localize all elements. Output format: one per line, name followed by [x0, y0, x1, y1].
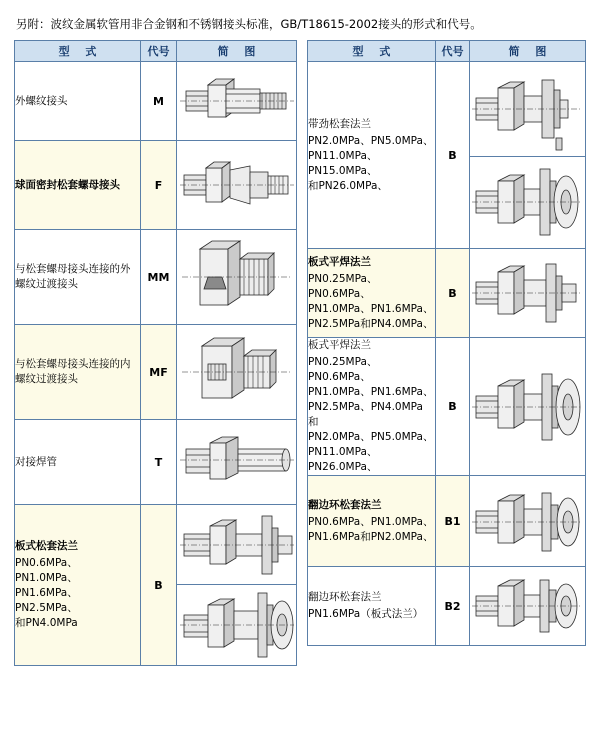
right-row-0-code: B — [435, 62, 469, 249]
table-row — [15, 505, 297, 666]
left-row-4-type: 对接焊管 — [15, 420, 141, 505]
right-row-2-type — [307, 338, 435, 476]
page-title: 另附：波纹金属软管用非合金钢和不锈钢接头标准，GB/T18615-2002接头的形式和代号。 — [16, 17, 482, 31]
left-row-2-figure — [177, 230, 297, 325]
right-row-4-code: B2 — [435, 567, 469, 646]
tables-container — [14, 40, 586, 666]
right-row-1-detail: PN0.25MPa、PN0.6MPa、 PN1.0MPa、PN1.6MPa、 PN2.5MPa和PN4.0MPa、 — [307, 272, 434, 330]
left-row-3-code: MF — [141, 325, 177, 420]
right-row-1-figure — [469, 249, 585, 338]
table-row — [15, 141, 297, 230]
table-row — [307, 567, 585, 646]
table-row — [15, 62, 297, 141]
left-header-code: 代号 — [141, 41, 177, 62]
left-row-5-type-detail: PN0.6MPa、PN1.0MPa、 PN1.6MPa、PN2.5MPa、 和PN4.0MPa — [15, 557, 78, 629]
right-row-4-title: 翻边环松套法兰 — [307, 591, 382, 603]
left-row-1-code: F — [141, 141, 177, 230]
right-row-3-type — [307, 476, 435, 567]
right-row-4-detail: PN1.6MPa（板式法兰） — [307, 608, 424, 620]
left-spec-table — [14, 40, 297, 666]
left-row-3-type: 与松套螺母接头连接的内螺纹过渡接头 — [15, 325, 141, 420]
right-row-0-title: 带劲松套法兰 — [307, 117, 371, 130]
table-row — [307, 249, 585, 338]
right-row-3-figure — [469, 476, 585, 567]
right-header-figure: 简 图 — [469, 41, 585, 62]
left-row-1-figure — [177, 141, 297, 230]
left-table-header-row — [15, 41, 297, 62]
right-row-4-type — [307, 567, 435, 646]
left-row-0-figure — [177, 62, 297, 141]
right-row-4-figure — [469, 567, 585, 646]
right-row-0-figure — [469, 62, 585, 249]
right-row-2-detail: PN0.25MPa、PN0.6MPa、 PN1.0MPa、PN1.6MPa、 PN2.5MPa、PN4.0MPa 和 PN2.0MPa、PN5.0MPa、 PN11.0MPa、PN26.0MPa、 — [307, 356, 434, 473]
right-header-code: 代号 — [435, 41, 469, 62]
left-row-3-figure — [177, 325, 297, 420]
left-row-0-code: M — [141, 62, 177, 141]
left-row-5-code: B — [141, 505, 177, 666]
table-row — [307, 338, 585, 476]
left-row-4-code: T — [141, 420, 177, 505]
left-row-0-type: 外螺纹接头 — [15, 62, 141, 141]
left-row-1-type: 球面密封松套螺母接头 — [15, 141, 141, 230]
table-row — [15, 420, 297, 505]
table-row — [15, 230, 297, 325]
right-row-0-type — [307, 62, 435, 249]
table-row — [15, 325, 297, 420]
right-row-1-title: 板式平焊法兰 — [307, 255, 371, 268]
left-row-5-type — [15, 505, 141, 666]
right-row-0-detail: PN2.0MPa、PN5.0MPa、 PN11.0MPa、PN15.0MPa、 和PN26.0MPa、 — [307, 134, 434, 192]
right-spec-table — [307, 40, 586, 646]
table-row — [307, 62, 585, 249]
right-header-type: 型 式 — [307, 41, 435, 62]
right-row-2-figure — [469, 338, 585, 476]
right-row-2-title: 板式平焊法兰 — [307, 339, 371, 351]
left-row-5-type-line: 板式松套法兰 — [15, 540, 78, 552]
left-header-figure: 简 图 — [177, 41, 297, 62]
right-row-1-type — [307, 249, 435, 338]
left-row-4-figure — [177, 420, 297, 505]
right-row-2-code: B — [435, 338, 469, 476]
left-header-type: 型 式 — [15, 41, 141, 62]
right-row-3-code: B1 — [435, 476, 469, 567]
right-table-header-row — [307, 41, 585, 62]
left-row-2-type: 与松套螺母接头连接的外螺纹过渡接头 — [15, 230, 141, 325]
right-row-3-title: 翻边环松套法兰 — [307, 498, 382, 511]
left-row-5-figure — [177, 505, 297, 666]
right-row-1-code: B — [435, 249, 469, 338]
table-row — [307, 476, 585, 567]
right-row-3-detail: PN0.6MPa、PN1.0MPa、 PN1.6MPa和PN2.0MPa、 — [307, 515, 434, 543]
left-row-2-code: MM — [141, 230, 177, 325]
